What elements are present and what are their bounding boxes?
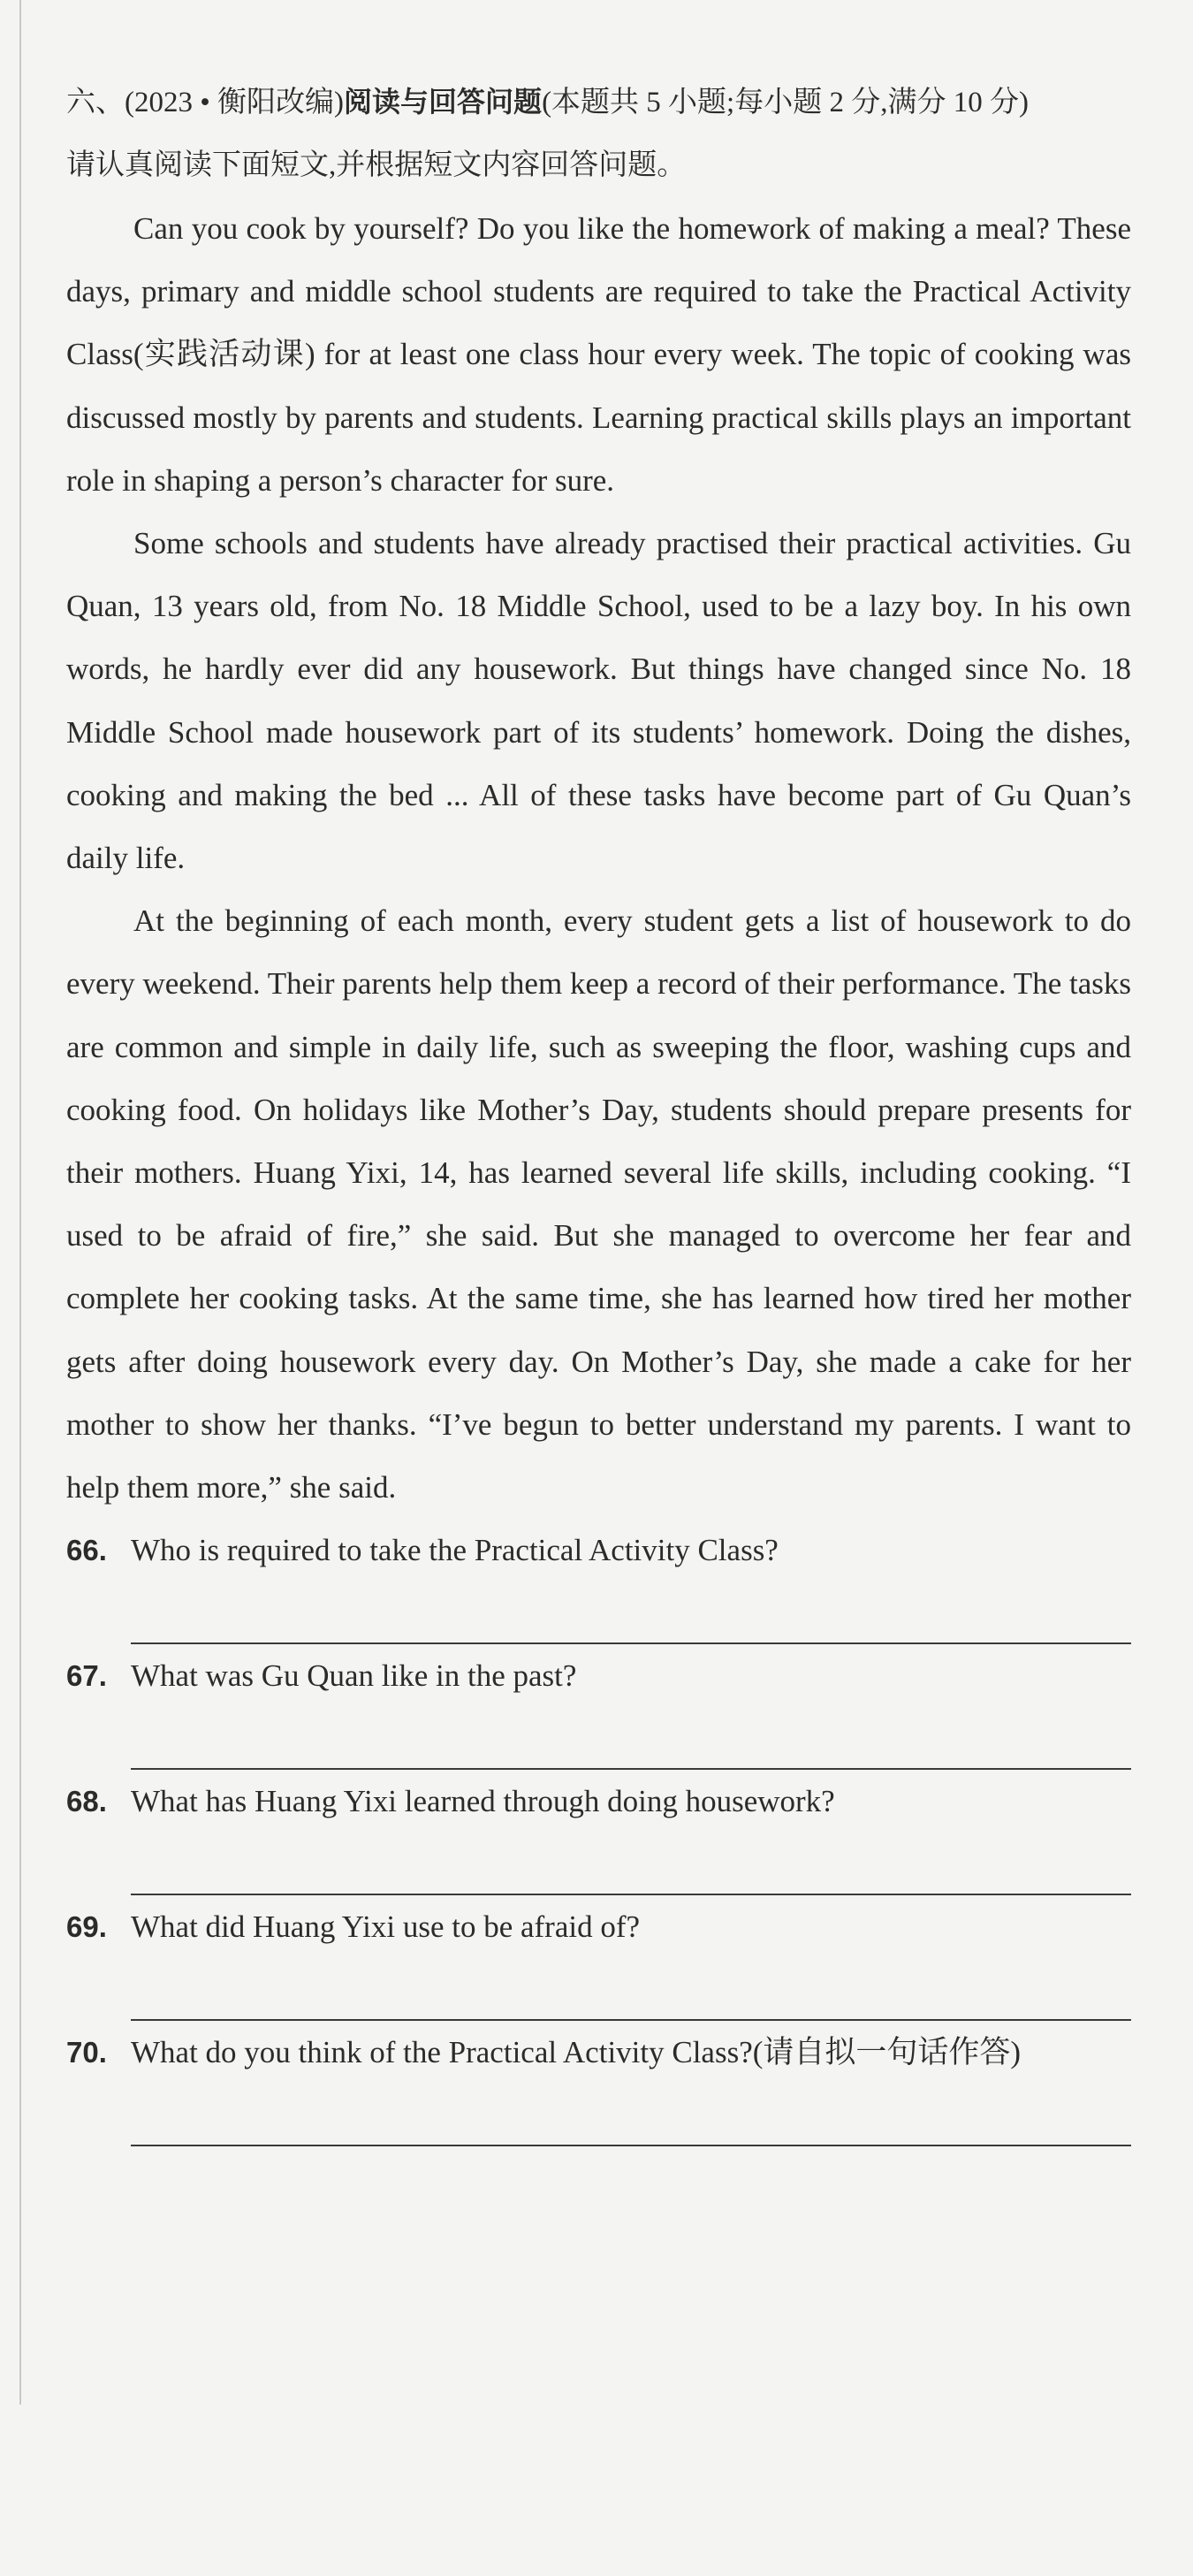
instruction-text: 请认真阅读下面短文,并根据短文内容回答问题。: [66, 149, 687, 181]
question-prompt: What was Gu Quan like in the past?: [131, 1658, 577, 1694]
answer-line[interactable]: [131, 1581, 1131, 1644]
question-number: 70.: [66, 2036, 107, 2069]
question-text: [66, 1770, 1131, 1833]
question-text: [66, 2021, 1131, 2084]
question-69: [66, 1895, 1131, 2021]
question-text: [66, 1895, 1131, 1958]
question-prompt: What did Huang Yixi use to be afraid of?: [131, 1909, 641, 1945]
question-66: [66, 1519, 1131, 1644]
question-text: [66, 1644, 1131, 1707]
passage-paragraph-1: Can you cook by yourself? Do you like the homework of making a meal? These days, primary and middle school students are required to take the Practical Activity Class(实践活动课) for at least one class hour every week. The topic of cooking was discussed mostly by parents and students. Learning practical skills plays an important role in shaping a person’s character for sure.: [66, 211, 1131, 498]
question-68: [66, 1770, 1131, 1895]
answer-line[interactable]: [131, 2084, 1131, 2146]
section-header: [66, 71, 1131, 134]
question-prompt: What has Huang Yixi learned through doing housework?: [131, 1784, 835, 1819]
passage-paragraph-2: Some schools and students have already practised their practical activities. Gu Quan, 13 years old, from No. 18 Middle School, used to be a lazy boy. In his own words, he hardly ever did any housework. But things have changed since No. 18 Middle School made housework part of its students’ homework. Doing the dishes, cooking and making the bed ... All of these tasks have become part of Gu Quan’s daily life.: [66, 526, 1131, 876]
question-number: 66.: [66, 1534, 107, 1567]
question-number: 69.: [66, 1910, 107, 1944]
question-number: 67.: [66, 1659, 107, 1693]
question-text: [66, 1519, 1131, 1581]
reading-section: [66, 71, 1131, 2146]
question-prompt: Who is required to take the Practical Activity Class?: [131, 1533, 779, 1568]
passage-paragraph-3: At the beginning of each month, every student gets a list of housework to do every weekend. Their parents help them keep a record of their performance. The tasks are common and simple in daily life, such as sweeping the floor, washing cups and cooking food. On holidays like Mother’s Day, students should prepare presents for their mothers. Huang Yixi, 14, has learned several life skills, including cooking. “I used to be afraid of fire,” she said. But she managed to overcome her fear and complete her cooking tasks. At the same time, she has learned how tired her mother gets after doing housework every day. On Mother’s Day, she made a cake for her mother to show her thanks. “I’ve begun to better understand my parents. I want to help them more,” she said.: [66, 903, 1131, 1505]
answer-line[interactable]: [131, 1958, 1131, 2021]
question-number: 68.: [66, 1785, 107, 1818]
section-note: (本题共 5 小题;每小题 2 分,满分 10 分): [542, 87, 1029, 118]
question-67: [66, 1644, 1131, 1770]
binding-edge: [19, 0, 21, 2405]
section-title: 阅读与回答问题: [344, 85, 543, 118]
section-prefix: 六、(2023 • 衡阳改编): [66, 87, 345, 118]
answer-line[interactable]: [131, 1707, 1131, 1770]
question-70: [66, 2021, 1131, 2146]
answer-line[interactable]: [131, 1833, 1131, 1895]
question-prompt: What do you think of the Practical Activity Class?(请自拟一句话作答): [131, 2035, 1022, 2070]
